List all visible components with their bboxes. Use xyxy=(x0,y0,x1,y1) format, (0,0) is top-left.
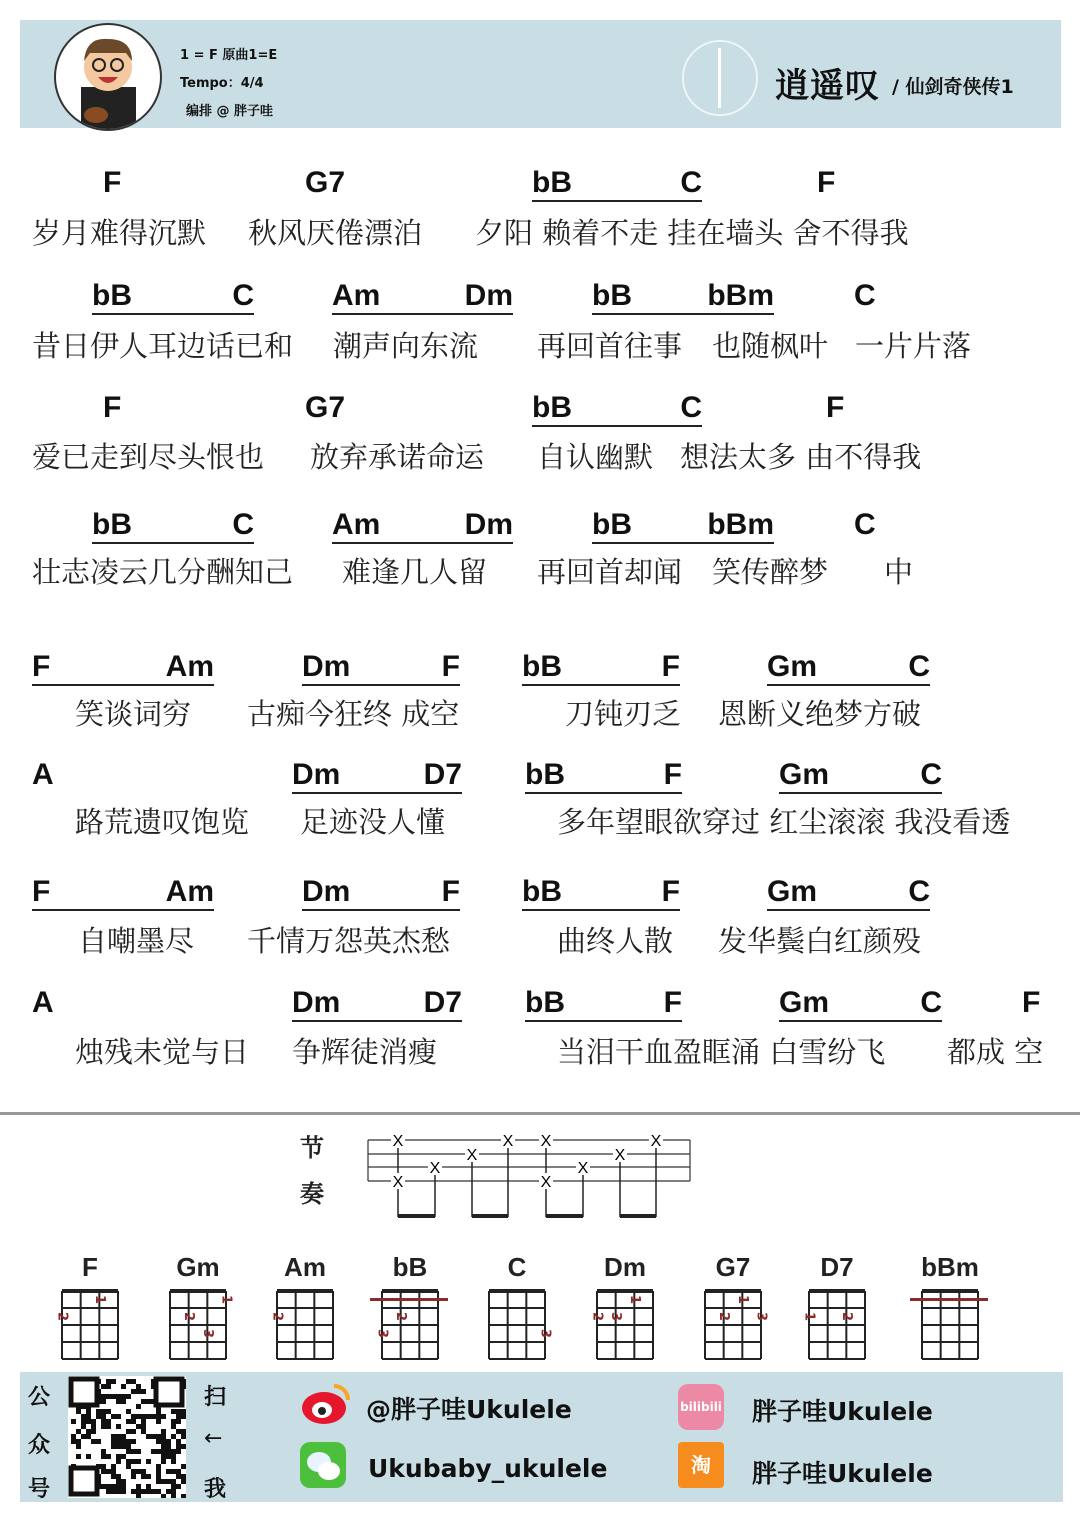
weibo-icon xyxy=(300,1380,346,1426)
lyric-text: 争辉徒消瘦 xyxy=(292,1035,438,1069)
chord-label: Dm xyxy=(464,508,513,541)
qr-code[interactable] xyxy=(68,1376,186,1498)
chord-label: C xyxy=(908,650,930,683)
finger-number: 2 xyxy=(838,1311,854,1322)
rhythm-label-bottom: 奏 xyxy=(300,1180,324,1208)
wechat-handle[interactable]: Ukubaby_ukulele xyxy=(368,1454,608,1483)
chord-diagram xyxy=(148,1286,248,1366)
chord-label: Gm xyxy=(779,986,830,1019)
chord-label: bB xyxy=(592,508,632,541)
chord-label: C xyxy=(680,391,702,424)
chord-label: Am xyxy=(332,279,381,312)
finger-number: 1 xyxy=(734,1294,750,1305)
chord-diagram xyxy=(360,1286,460,1366)
lyric-text: 多年望眼欲穿过 红尘滚滚 我没看透 xyxy=(557,805,1011,839)
finger-number: 2 xyxy=(54,1311,70,1322)
chord-label: F xyxy=(103,391,122,424)
chord-label: A xyxy=(32,758,54,791)
x-mark-icon: X xyxy=(577,1160,589,1177)
chord-chart-name: F xyxy=(82,1252,98,1282)
chord-chart-name: G7 xyxy=(715,1252,751,1282)
chord-label: F xyxy=(441,650,460,683)
chord-diagram xyxy=(467,1286,567,1366)
x-mark-icon: X xyxy=(429,1160,441,1177)
lyric-text: 烛残未觉与日 xyxy=(75,1035,250,1069)
lyric-text: 都成 空 xyxy=(947,1035,1044,1069)
scan-label-1: 扫 xyxy=(204,1385,227,1410)
chord-diagram xyxy=(40,1286,140,1366)
chord-label: Dm xyxy=(292,986,341,1019)
finger-number: 2 xyxy=(589,1311,605,1322)
chord-label: bB xyxy=(92,508,132,541)
chord-label: Gm xyxy=(779,758,830,791)
lyric-text: 岁月难得沉默 xyxy=(32,216,207,250)
qr-label-1: 公 xyxy=(28,1385,51,1410)
chord-chart-name: Am xyxy=(284,1252,326,1282)
chord-label: bB xyxy=(592,279,632,312)
x-mark-icon: X xyxy=(540,1133,552,1150)
lyric-text: 放弃承诺命运 xyxy=(310,440,485,474)
lyric-text: 再回首却闻 xyxy=(537,555,683,589)
finger-number: 3 xyxy=(753,1311,769,1322)
x-mark-icon: X xyxy=(502,1133,514,1150)
chord-label: G7 xyxy=(305,391,346,424)
chord-label: C xyxy=(908,875,930,908)
chord-label: F xyxy=(817,166,836,199)
chord-label: F xyxy=(32,650,51,683)
taobao-handle[interactable]: 胖子哇Ukulele xyxy=(752,1459,933,1488)
chord-label: bB xyxy=(522,650,562,683)
lyric-text: 千情万怨英杰愁 xyxy=(247,924,451,958)
chord-diagram xyxy=(683,1286,783,1366)
finger-number: 1 xyxy=(801,1311,817,1322)
chord-label: F xyxy=(661,650,680,683)
rhythm-label-top: 节 xyxy=(300,1134,324,1162)
chord-label: C xyxy=(854,508,876,541)
chord-diagram xyxy=(900,1286,1000,1366)
chord-chart-name: D7 xyxy=(820,1252,854,1282)
arrow-left-icon: ← xyxy=(204,1426,223,1451)
chord-label: F xyxy=(826,391,845,424)
chord-label: bBm xyxy=(707,279,774,312)
chord-label: F xyxy=(441,875,460,908)
taobao-icon: 淘 xyxy=(678,1442,724,1488)
bilibili-handle[interactable]: 胖子哇Ukulele xyxy=(752,1397,933,1426)
weibo-handle[interactable]: @胖子哇Ukulele xyxy=(366,1395,572,1424)
qr-label-3: 号 xyxy=(28,1477,51,1502)
chord-label: G7 xyxy=(305,166,346,199)
chord-label: Am xyxy=(332,508,381,541)
chord-label: F xyxy=(103,166,122,199)
x-mark-icon: X xyxy=(466,1147,478,1164)
chord-label: Am xyxy=(165,650,214,683)
x-mark-icon: X xyxy=(614,1147,626,1164)
lyric-text: 刀钝刃乏 xyxy=(565,697,682,731)
finger-number: 3 xyxy=(199,1328,215,1339)
chord-label: C xyxy=(232,279,254,312)
chord-diagram xyxy=(787,1286,887,1366)
lyric-text: 一片片落 xyxy=(855,329,972,363)
lyric-text: 爱已走到尽头恨也 xyxy=(32,440,265,474)
lyric-text: 中 xyxy=(884,555,914,589)
lyric-text: 笑谈词穷 xyxy=(75,697,192,731)
lyric-text: 也随枫叶 xyxy=(712,329,829,363)
lyric-text: 再回首往事 xyxy=(537,329,683,363)
lyric-text: 潮声向东流 xyxy=(333,329,479,363)
chord-diagram xyxy=(255,1286,355,1366)
chord-label: F xyxy=(1022,986,1041,1019)
lyric-text: 壮志凌云几分酬知己 xyxy=(32,555,294,589)
finger-number: 2 xyxy=(716,1311,732,1322)
chord-label: bB xyxy=(522,875,562,908)
lyric-text: 恩断义绝梦方破 xyxy=(718,697,922,731)
chord-label: Gm xyxy=(767,650,818,683)
x-mark-icon: X xyxy=(392,1133,404,1150)
qr-code-icon xyxy=(68,1376,186,1498)
wechat-icon xyxy=(300,1442,346,1488)
chord-diagram xyxy=(575,1286,675,1366)
lyric-text: 曲终人散 xyxy=(557,924,674,958)
finger-number: 2 xyxy=(393,1311,409,1322)
lyric-text: 路荒遗叹饱览 xyxy=(75,805,250,839)
chord-chart-name: C xyxy=(507,1252,527,1282)
chord-label: Dm xyxy=(302,650,351,683)
chord-label: bB xyxy=(525,758,565,791)
finger-number: 1 xyxy=(626,1294,642,1305)
lyric-text: 古痴今狂终 成空 xyxy=(247,697,460,731)
chord-label: C xyxy=(920,758,942,791)
chord-label: F xyxy=(663,986,682,1019)
finger-number: 1 xyxy=(91,1294,107,1305)
bilibili-icon: bilibili xyxy=(678,1384,724,1430)
lyric-text: 自嘲墨尽 xyxy=(78,924,195,958)
finger-number: 1 xyxy=(218,1294,234,1305)
chord-label: C xyxy=(854,279,876,312)
song-subtitle: / 仙剑奇侠传1 xyxy=(892,76,1014,98)
x-mark-icon: X xyxy=(392,1174,404,1191)
finger-number: 3 xyxy=(537,1328,553,1339)
lyric-text: 想法太多 由不得我 xyxy=(680,440,922,474)
lyric-text: 难逢几人留 xyxy=(342,555,488,589)
chord-label: Gm xyxy=(767,875,818,908)
tempo-info: Tempo：4/4 xyxy=(180,76,264,91)
footer-banner xyxy=(20,1372,1063,1502)
lyric-text: 夕阳 赖着不走 挂在墙头 舍不得我 xyxy=(475,216,909,250)
chord-label: bB xyxy=(532,391,572,424)
chord-chart-name: Gm xyxy=(176,1252,220,1282)
song-title: 逍遥叹 xyxy=(775,66,880,106)
chord-label: F xyxy=(663,758,682,791)
chord-label: Am xyxy=(165,875,214,908)
chord-label: D7 xyxy=(423,758,462,791)
lyric-text: 昔日伊人耳边话已和 xyxy=(32,329,294,363)
chord-label: F xyxy=(32,875,51,908)
chord-label: bB xyxy=(525,986,565,1019)
chord-label: A xyxy=(32,986,54,1019)
lyric-text: 足迹没人懂 xyxy=(300,805,446,839)
chord-chart-name: bBm xyxy=(921,1252,979,1282)
x-mark-icon: X xyxy=(540,1174,552,1191)
chord-label: C xyxy=(232,508,254,541)
scan-label-3: 我 xyxy=(204,1477,227,1502)
arranger-info: 编排 @ 胖子哇 xyxy=(186,104,274,119)
lyric-text: 当泪干血盈眶涌 白雪纷飞 xyxy=(557,1035,886,1069)
chord-chart-name: bB xyxy=(392,1252,428,1282)
lyric-text: 自认幽默 xyxy=(537,440,654,474)
finger-number: 2 xyxy=(181,1311,197,1322)
qr-label-2: 众 xyxy=(28,1433,51,1458)
chord-label: bB xyxy=(532,166,572,199)
x-mark-icon: X xyxy=(650,1133,662,1150)
chord-chart-name: Dm xyxy=(604,1252,646,1282)
lyric-text: 笑传醉梦 xyxy=(712,555,829,589)
chord-label: bBm xyxy=(707,508,774,541)
key-info: 1 = F 原曲1=E xyxy=(180,48,278,63)
chord-label: Dm xyxy=(464,279,513,312)
chord-label: Dm xyxy=(302,875,351,908)
finger-number: 2 xyxy=(269,1311,285,1322)
chord-label: D7 xyxy=(423,986,462,1019)
lyric-text: 发华鬓白红颜殁 xyxy=(718,924,922,958)
lyric-text: 秋风厌倦漂泊 xyxy=(248,216,423,250)
chord-label: Dm xyxy=(292,758,341,791)
finger-number: 3 xyxy=(374,1328,390,1339)
chord-label: F xyxy=(661,875,680,908)
chord-label: bB xyxy=(92,279,132,312)
chord-label: C xyxy=(920,986,942,1019)
finger-number: 3 xyxy=(608,1311,624,1322)
chord-label: C xyxy=(680,166,702,199)
